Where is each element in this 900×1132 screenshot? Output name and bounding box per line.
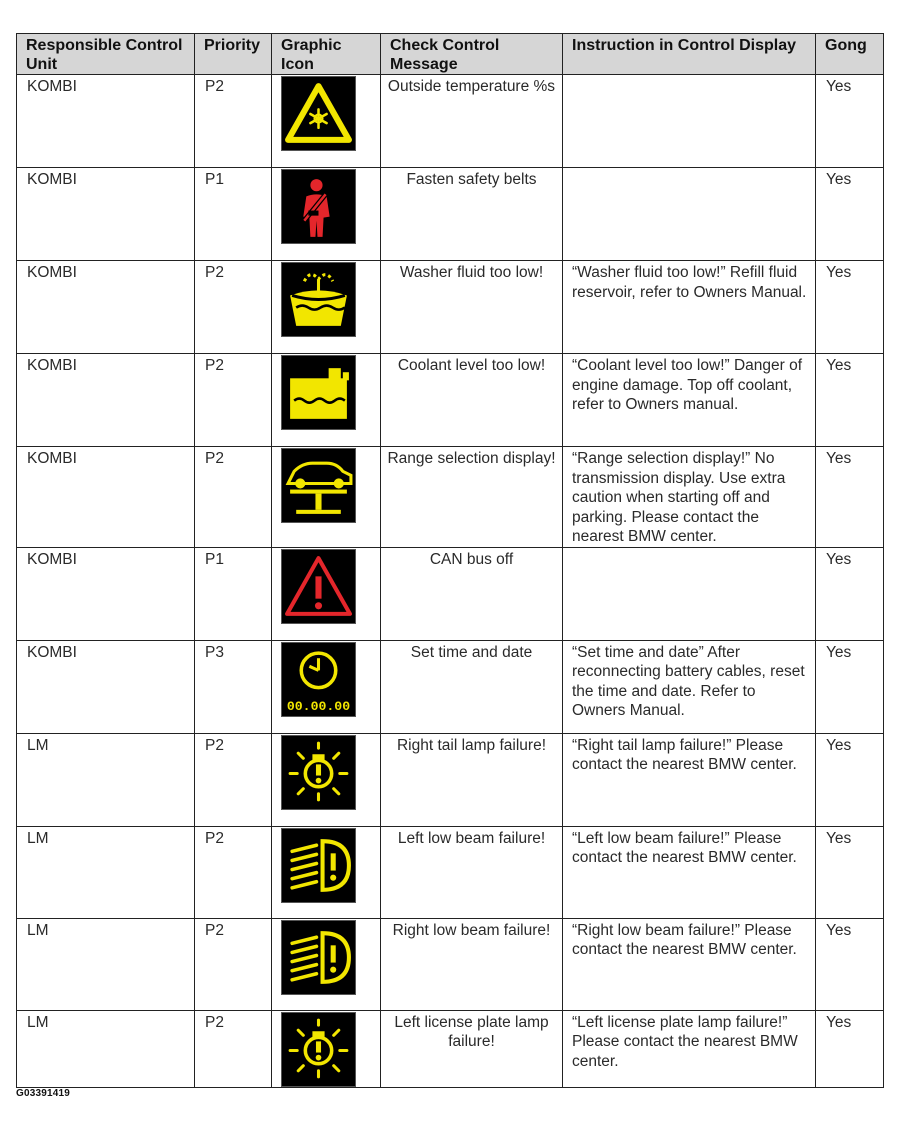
cell-check-control-message: Left license plate lamp failure! — [381, 1010, 563, 1087]
cell-gong: Yes — [816, 261, 884, 354]
cell-check-control-message: Right tail lamp failure! — [381, 733, 563, 826]
cell-control-unit: KOMBI — [17, 168, 195, 261]
cell-instruction: “Washer fluid too low!” Refill fluid reservoir, refer to Owners Manual. — [563, 261, 816, 354]
table-row — [17, 447, 884, 548]
header-graphic-icon: Graphic Icon — [272, 34, 381, 75]
cell-control-unit: KOMBI — [17, 261, 195, 354]
cell-check-control-message: CAN bus off — [381, 547, 563, 640]
cell-priority: P3 — [195, 640, 272, 733]
cell-instruction: “Coolant level too low!” Danger of engine damage. Top off coolant, refer to Owners manual. — [563, 354, 816, 447]
cell-control-unit: KOMBI — [17, 75, 195, 168]
cell-graphic-icon — [272, 261, 381, 354]
cell-gong: Yes — [816, 826, 884, 918]
cell-instruction — [563, 168, 816, 261]
cell-instruction: “Set time and date” After reconnecting battery cables, reset the time and date. Refer to Owners Manual. — [563, 640, 816, 733]
cell-instruction — [563, 75, 816, 168]
cell-gong: Yes — [816, 918, 884, 1010]
cell-instruction: “Left license plate lamp failure!” Please contact the nearest BMW center. — [563, 1010, 816, 1087]
table-row — [17, 918, 884, 1010]
cell-check-control-message: Fasten safety belts — [381, 168, 563, 261]
outside-temperature-warning-icon — [281, 76, 356, 151]
cell-instruction — [563, 547, 816, 640]
seatbelt-icon — [281, 169, 356, 244]
cell-graphic-icon — [272, 168, 381, 261]
cell-priority: P2 — [195, 826, 272, 918]
cell-control-unit: KOMBI — [17, 447, 195, 548]
clock-readout: 00.00.00 — [286, 698, 351, 714]
cell-check-control-message: Left low beam failure! — [381, 826, 563, 918]
cell-gong: Yes — [816, 447, 884, 548]
warning-triangle-icon — [281, 549, 356, 624]
header-priority: Priority — [195, 34, 272, 75]
cell-control-unit: LM — [17, 826, 195, 918]
cell-priority: P2 — [195, 918, 272, 1010]
cell-priority: P1 — [195, 168, 272, 261]
table-row — [17, 640, 884, 733]
table-row — [17, 1010, 884, 1087]
cell-check-control-message: Set time and date — [381, 640, 563, 733]
table-row — [17, 733, 884, 826]
table-row — [17, 168, 884, 261]
car-lift-icon — [281, 448, 356, 523]
low-beam-icon — [281, 920, 356, 995]
header-responsible-control-unit: Responsible Control Unit — [17, 34, 195, 75]
cell-control-unit: LM — [17, 918, 195, 1010]
cell-control-unit: KOMBI — [17, 547, 195, 640]
cell-graphic-icon — [272, 547, 381, 640]
cell-check-control-message: Range selection display! — [381, 447, 563, 548]
cell-gong: Yes — [816, 354, 884, 447]
header-gong: Gong — [816, 34, 884, 75]
cell-graphic-icon — [272, 918, 381, 1010]
table-row — [17, 354, 884, 447]
cell-priority: P2 — [195, 1010, 272, 1087]
cell-graphic-icon — [272, 733, 381, 826]
cell-graphic-icon — [272, 1010, 381, 1087]
cell-priority: P2 — [195, 261, 272, 354]
clock-icon — [281, 642, 356, 717]
header-check-control-message: Check Control Message — [381, 34, 563, 75]
cell-gong: Yes — [816, 75, 884, 168]
table-row — [17, 826, 884, 918]
cell-graphic-icon — [272, 640, 381, 733]
lamp-failure-icon — [281, 1012, 356, 1087]
cell-graphic-icon — [272, 75, 381, 168]
cell-gong: Yes — [816, 1010, 884, 1087]
cell-priority: P2 — [195, 354, 272, 447]
cell-priority: P2 — [195, 75, 272, 168]
cell-instruction: “Right tail lamp failure!” Please contact the nearest BMW center. — [563, 733, 816, 826]
check-control-table — [16, 33, 884, 1088]
cell-control-unit: KOMBI — [17, 640, 195, 733]
low-beam-icon — [281, 828, 356, 903]
cell-instruction: “Left low beam failure!” Please contact the nearest BMW center. — [563, 826, 816, 918]
cell-gong: Yes — [816, 733, 884, 826]
cell-graphic-icon — [272, 354, 381, 447]
cell-gong: Yes — [816, 168, 884, 261]
table-row — [17, 261, 884, 354]
cell-gong: Yes — [816, 547, 884, 640]
table-row — [17, 75, 884, 168]
lamp-failure-icon — [281, 735, 356, 810]
cell-check-control-message: Coolant level too low! — [381, 354, 563, 447]
cell-graphic-icon — [272, 447, 381, 548]
cell-graphic-icon — [272, 826, 381, 918]
cell-priority: P1 — [195, 547, 272, 640]
cell-gong: Yes — [816, 640, 884, 733]
table-header-row — [17, 34, 884, 75]
cell-instruction: “Range selection display!” No transmission display. Use extra caution when starting off and parking. Please contact the nearest BMW center. — [563, 447, 816, 548]
cell-control-unit: LM — [17, 1010, 195, 1087]
cell-check-control-message: Outside temperature %s — [381, 75, 563, 168]
cell-control-unit: KOMBI — [17, 354, 195, 447]
cell-instruction: “Right low beam failure!” Please contact the nearest BMW center. — [563, 918, 816, 1010]
coolant-level-icon — [281, 355, 356, 430]
cell-priority: P2 — [195, 733, 272, 826]
washer-fluid-icon — [281, 262, 356, 337]
cell-check-control-message: Washer fluid too low! — [381, 261, 563, 354]
table-row — [17, 547, 884, 640]
cell-priority: P2 — [195, 447, 272, 548]
cell-control-unit: LM — [17, 733, 195, 826]
header-instruction: Instruction in Control Display — [563, 34, 816, 75]
cell-check-control-message: Right low beam failure! — [381, 918, 563, 1010]
table-body — [17, 75, 884, 1088]
figure-code: G03391419 — [16, 1088, 71, 1099]
